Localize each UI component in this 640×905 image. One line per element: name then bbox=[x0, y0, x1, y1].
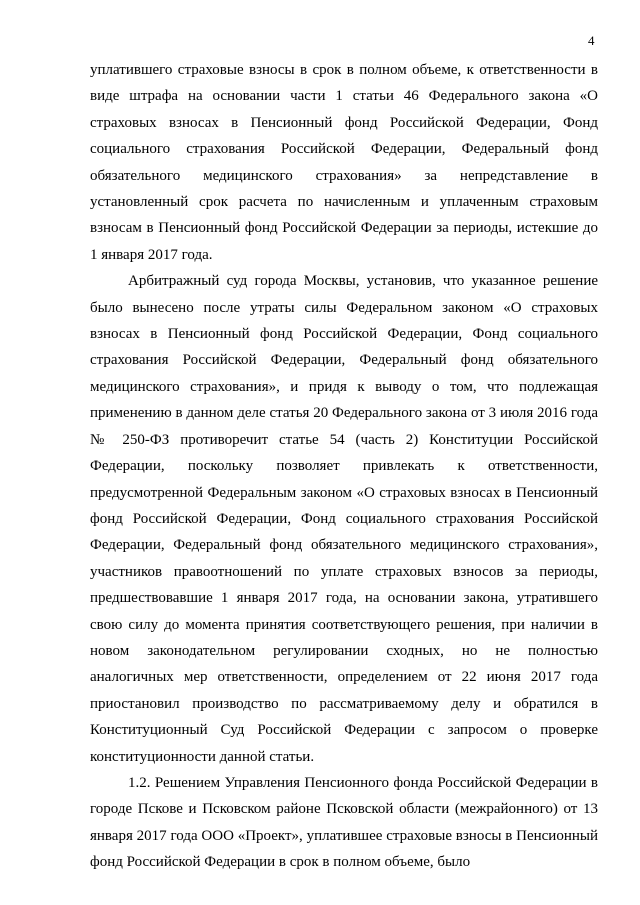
paragraph-section-1-2: 1.2. Решением Управления Пенсионного фонда Российской Федерации в городе Пскове и Псковском районе Псковской области (межрайонного) от 13 января 2017 года ООО «Проект», уплатившее страховые взносы в Пенсионный фонд Российской Федерации в срок в полном объеме, было bbox=[90, 774, 598, 871]
page-number: 4 bbox=[588, 33, 595, 48]
paragraph-arbitration-court: Арбитражный суд города Москвы, установив, что указанное решение было вынесено после утраты силы Федеральном законом «О страховых взносах в Пенсионный фонд Российской Федерации, Фонд социального страхования Российской Федерации, Федеральный фонд обязательного медицинского страхования», и придя к выводу о том, что подлежащая применению в данном деле статья 20 Федерального закона от 3 июля 2016 года № 250-ФЗ противоречит статье 54 (часть 2) Конституции Российской Федерации, поскольку позволяет привлекать к ответственности, предусмотренной Федеральным законом «О страховых взносах в Пенсионный фонд Российской Федерации, Фонд социального страхования Российской Федерации, Федеральный фонд обязательного медицинского страхования», участников правоотношений по уплате страховых взносов за периоды, предшествовавшие 1 января 2017 года, на основании закона, утратившего свою силу до момента принятия соответствующего решения, при наличии в новом законодательном регулировании сходных, но не полностью аналогичных мер ответственности, определением от 22 июня 2017 года приостановил производство по рассматриваемому делу и обратился в Конституционный Суд Российской Федерации с запросом о проверке конституционности данной статьи. bbox=[90, 273, 598, 765]
document-body bbox=[90, 57, 598, 876]
paragraph-continuation: уплатившего страховые взносы в срок в полном объеме, к ответственности в виде штрафа на основании части 1 статьи 46 Федерального закона «О страховых взносах в Пенсионный фонд Российской Федерации, Фонд социального страхования Российской Федерации, Федеральный фонд обязательного медицинского страхования» за непредставление в установленный срок расчета по начисленным и уплаченным страховым взносам в Пенсионный фонд Российской Федерации за периоды, истекшие до 1 января 2017 года. bbox=[90, 62, 598, 263]
